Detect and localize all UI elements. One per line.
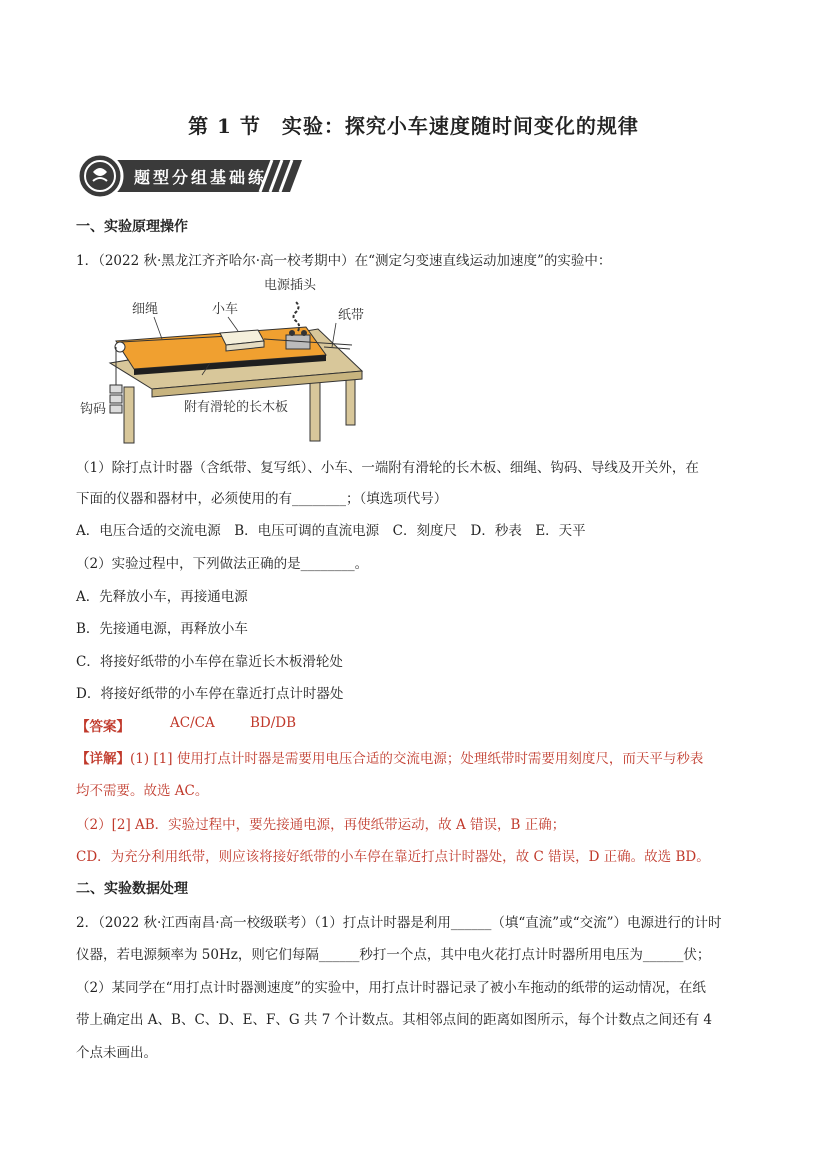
detail-label: 【详解】 xyxy=(76,751,130,767)
q2-line-2: 仪器，若电源频率为 50Hz，则它们每隔______秒打一个点，其中电火花打点计时器所用电压为______伏； xyxy=(76,947,711,963)
q1-option-d: D．将接好纸带的小车停在靠近打点计时器处 xyxy=(76,686,344,702)
section-heading-1: 一、实验原理操作 xyxy=(76,219,188,235)
q1-option-c: C．将接好纸带的小车停在靠近长木板滑轮处 xyxy=(76,654,343,670)
label-power-plug: 电源插头 xyxy=(264,278,317,293)
experiment-apparatus-figure xyxy=(80,275,380,445)
label-weight: 钩码 xyxy=(80,402,107,417)
detail-line-1: (1) [1] 使用打点计时器是需要用电压合适的交流电源；处理纸带时需要用刻度尺，而天平与秒表 xyxy=(130,751,704,767)
question-1-stem: 1．（2022 秋·黑龙江齐齐哈尔·高一校考期中）在“测定匀变速直线运动加速度”的实验中： xyxy=(76,253,612,269)
label-tape: 纸带 xyxy=(338,308,365,323)
detail-line-3: （2）[2] AB．实验过程中，要先接通电源，再使纸带运动，故 A 错误，B 正确； xyxy=(76,817,566,833)
answer-label: 【答案】 xyxy=(76,719,130,735)
answer-2: BD/DB xyxy=(250,715,297,731)
page-title: 第 1 节 实验：探究小车速度随时间变化的规律 xyxy=(188,114,639,138)
banner-text: 题型分组基础练 xyxy=(134,168,268,187)
q1-options: A．电压合适的交流电源 B．电压可调的直流电源 C．刻度尺 D．秒表 E．天平 xyxy=(76,523,586,539)
q2-line-4: 带上确定出 A、B、C、D、E、F、G 共 7 个计数点。其相邻点间的距离如图所示，每个计数点之间还有 4 xyxy=(76,1012,712,1028)
q1-part2: （2）实验过程中，下列做法正确的是________。 xyxy=(76,556,369,572)
detail-line-4: CD．为充分利用纸带，则应该将接好纸带的小车停在靠近打点计时器处，故 C 错误，D 正确。故选 BD。 xyxy=(76,849,710,865)
q2-line-3: （2）某同学在“用打点计时器测速度”的实验中，用打点计时器记录了被小车拖动的纸带的运动情况，在纸 xyxy=(76,980,706,996)
q1-part1-line2: 下面的仪器和器材中，必须使用的有________；（填选项代号） xyxy=(76,491,448,507)
q2-line-1: 2．（2022 秋·江西南昌·高一校级联考）（1）打点计时器是利用______（填“直流”或“交流”）电源进行的计时 xyxy=(76,915,722,931)
label-board: 附有滑轮的长木板 xyxy=(184,400,289,415)
label-rope: 细绳 xyxy=(132,302,159,317)
detail-line-2: 均不需要。故选 AC。 xyxy=(76,783,209,799)
label-cart: 小车 xyxy=(212,302,239,317)
answer-1: AC/CA xyxy=(170,715,215,731)
q1-option-b: B．先接通电源，再释放小车 xyxy=(76,621,248,637)
section-heading-2: 二、实验数据处理 xyxy=(76,881,188,897)
q1-option-a: A．先释放小车，再接通电源 xyxy=(76,589,248,605)
q2-line-5: 个点未画出。 xyxy=(76,1045,157,1061)
q1-part1-line1: （1）除打点计时器（含纸带、复写纸）、小车、一端附有滑轮的长木板、细绳、钩码、导线及开关外，在 xyxy=(76,460,699,476)
section-banner xyxy=(76,152,308,200)
